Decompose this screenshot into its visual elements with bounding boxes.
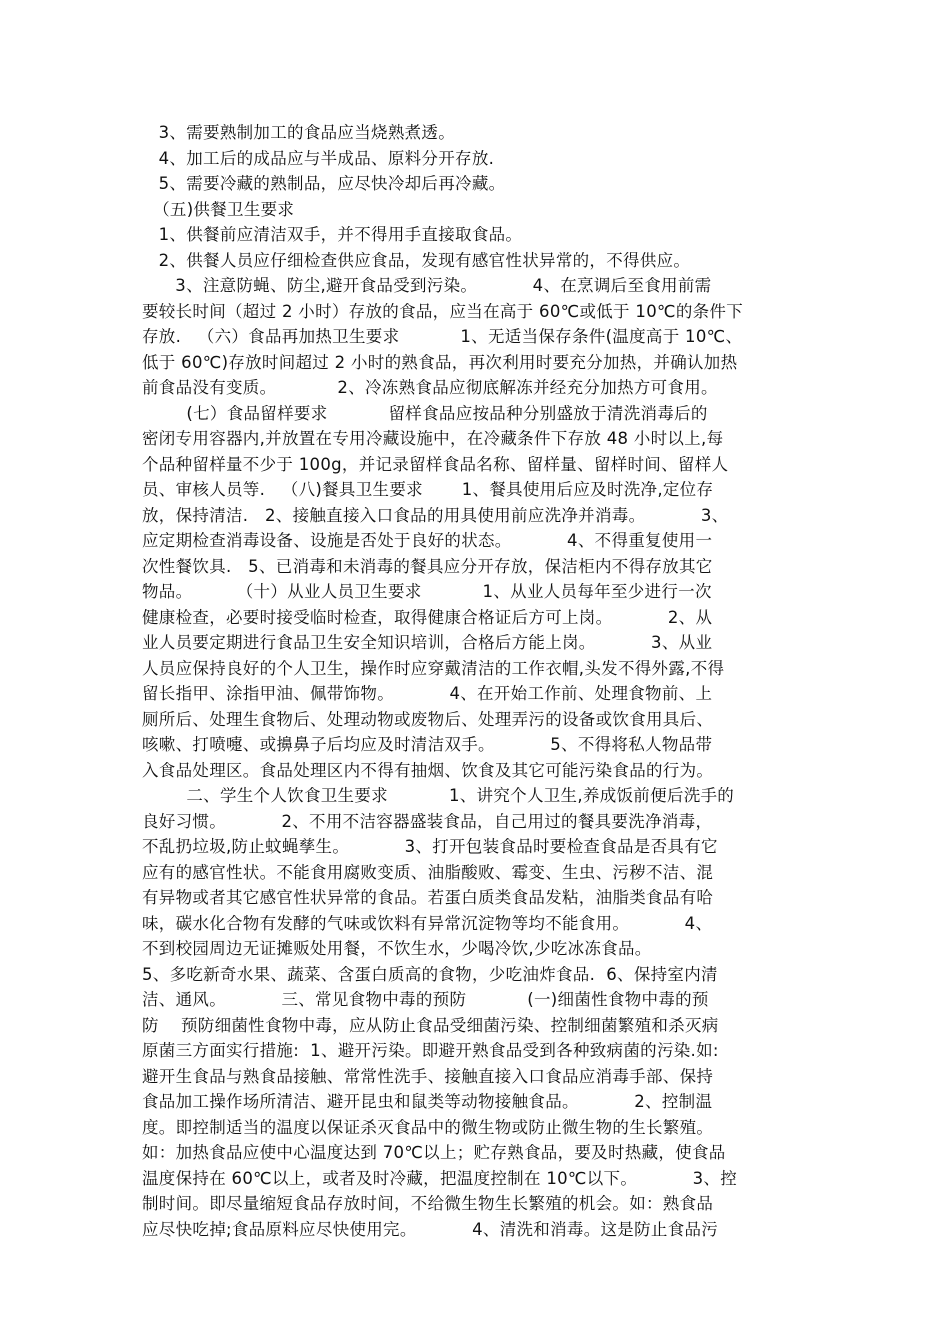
text-line: 低于 60℃)存放时间超过 2 小时的熟食品，再次利用时要充分加热，并确认加热 [142, 352, 738, 372]
text-line: 味，碳水化合物有发酵的气味或饮料有异常沉淀物等均不能食用。 4、 [142, 913, 713, 933]
text-line: 度。即控制适当的温度以保证杀灭食品中的微生物或防止微生物的生长繁殖。 [142, 1117, 714, 1137]
text-line: 洁、通风。 三、常见食物中毒的预防 (一)细菌性食物中毒的预 [142, 990, 709, 1009]
text-line: 防 预防细菌性食物中毒，应从防止食品受细菌污染、控制细菌繁殖和杀灭病 [142, 1015, 719, 1035]
text-line: 留长指甲、涂指甲油、佩带饰物。 4、在开始工作前、处理食物前、上 [142, 684, 713, 703]
text-line: 2、供餐人员应仔细检查供应食品，发现有感官性状异常的，不得供应。 [142, 250, 691, 270]
text-line: 不到校园周边无证摊贩处用餐，不饮生水，少喝冷饮,少吃冰冻食品。 [142, 939, 652, 958]
text-line: 3、需要熟制加工的食品应当烧熟煮透。 [142, 123, 456, 142]
document-body [142, 120, 812, 1242]
text-line: 二、学生个人饮食卫生要求 1、讲究个人卫生,养成饭前便后洗手的 [142, 786, 735, 805]
text-line: 5、需要冷藏的熟制品，应尽快冷却后再冷藏。 [142, 174, 506, 193]
text-line: 要较长时间（超过 2 小时）存放的食品，应当在高于 60℃或低于 10℃的条件下 [142, 301, 744, 321]
text-line: 应尽快吃掉;食品原料应尽快使用完。 4、清洗和消毒。这是防止食品污 [142, 1219, 719, 1239]
text-line: 业人员要定期进行食品卫生安全知识培训，合格后方能上岗。 3、从业 [142, 633, 713, 652]
text-line: 应有的感官性状。不能食用腐败变质、油脂酸败、霉变、生虫、污秽不洁、混 [142, 862, 714, 882]
text-line: 原菌三方面实行措施: 1、避开污染。即避开熟食品受到各种致病菌的污染.如: [142, 1041, 719, 1060]
text-line: 3、注意防蝇、防尘,避开食品受到污染。 4、在烹调后至食用前需 [142, 276, 712, 295]
text-line: 有异物或者其它感官性状异常的食品。若蛋白质类食品发粘，油脂类食品有哈 [142, 888, 714, 907]
section-heading: （五)供餐卫生要求 [142, 199, 295, 219]
text-line: 次性餐饮具. 5、已消毒和未消毒的餐具应分开存放，保洁柜内不得存放其它 [142, 556, 713, 576]
text-line: 食品加工操作场所清洁、避开昆虫和鼠类等动物接触食品。 2、控制温 [142, 1092, 713, 1111]
text-line: (七）食品留样要求 留样食品应按品种分别盛放于清洗消毒后的 [142, 403, 708, 423]
text-line: 不乱扔垃圾,防止蚊蝇孳生。 3、打开包装食品时要检查食品是否具有它 [142, 837, 718, 856]
text-line: 存放. （六）食品再加热卫生要求 1、无适当保存条件(温度高于 10℃、 [142, 327, 743, 346]
text-line: 个品种留样量不少于 100g，并记录留样食品名称、留样量、留样时间、留样人 [142, 454, 729, 474]
text-line: 员、审核人员等. （八)餐具卫生要求 1、餐具使用后应及时洗净,定位存 [142, 480, 714, 499]
text-line: 物品。 （十）从业人员卫生要求 1、从业人员每年至少进行一次 [142, 582, 712, 601]
text-line: 1、供餐前应清洁双手，并不得用手直接取食品。 [142, 225, 523, 244]
text-line: 人员应保持良好的个人卫生，操作时应穿戴清洁的工作衣帽,头发不得外露,不得 [142, 658, 725, 678]
text-line: 放，保持清洁. 2、接触直接入口食品的用具使用前应洗净并消毒。 3、 [142, 505, 729, 525]
text-line: 如：加热食品应使中心温度达到 70℃以上；贮存熟食品，要及时热藏，使食品 [142, 1143, 726, 1162]
text-line: 5、多吃新奇水果、蔬菜、含蛋白质高的食物，少吃油炸食品. 6、保持室内清 [142, 964, 718, 984]
text-line: 4、加工后的成品应与半成品、原料分开存放. [142, 148, 495, 168]
text-line: 健康检查，必要时接受临时检查，取得健康合格证后方可上岗。 2、从 [142, 607, 713, 627]
text-line: 入食品处理区。食品处理区内不得有抽烟、饮食及其它可能污染食品的行为。 [142, 760, 714, 780]
text-line: 避开生食品与熟食品接触、常常性洗手、接触直接入口食品应消毒手部、保持 [142, 1066, 714, 1086]
text-line: 良好习惯。 2、不用不洁容器盛装食品，自己用过的餐具要洗净消毒， [142, 811, 713, 831]
text-line: 咳嗽、打喷嚏、或擤鼻子后均应及时清洁双手。 5、不得将私人物品带 [142, 735, 713, 754]
text-line: 前食品没有变质。 2、冷冻熟食品应彻底解冻并经充分加热方可食用。 [142, 378, 718, 397]
text-line: 温度保持在 60℃以上，或者及时冷藏，把温度控制在 10℃以下。 3、控 [142, 1168, 737, 1188]
text-line: 密闭专用容器内,并放置在专用冷藏设施中，在冷藏条件下存放 48 小时以上,每 [142, 429, 724, 448]
text-line: 制时间。即尽量缩短食品存放时间，不给微生物生长繁殖的机会。如：熟食品 [142, 1194, 714, 1213]
text-line: 应定期检查消毒设备、设施是否处于良好的状态。 4、不得重复使用一 [142, 531, 713, 550]
text-line: 厕所后、处理生食物后、处理动物或废物后、处理弄污的设备或饮食用具后、 [142, 709, 714, 729]
